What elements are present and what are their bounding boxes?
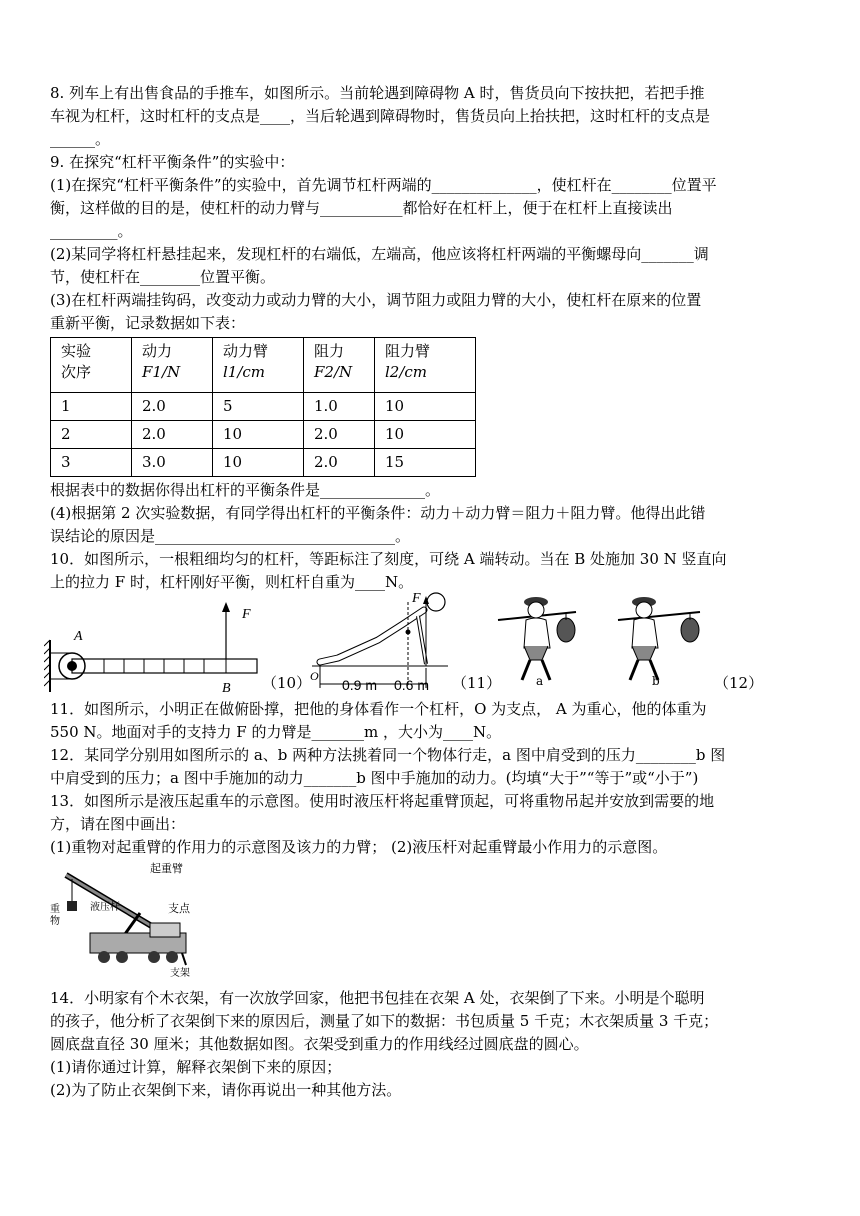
q13-line1: 13．如图所示是液压起重车的示意图。使用时液压杆将起重臂顶起，可将重物吊起并安放到需要的地 (50, 792, 715, 810)
table-cell: 3.0 (132, 449, 213, 477)
carry-label-a: a (536, 674, 544, 688)
caption-fig10: （10） (262, 674, 312, 692)
crane-label-pivot: 支点 (168, 904, 190, 916)
q9-p1b: 衡，这样做的目的是，使杠杆的动力臂与___________都恰好在杠杆上，便于在杠杆上直接读出 (50, 199, 673, 217)
carry-label-b: b (652, 674, 660, 688)
table-cell: 1 (51, 393, 132, 421)
table-header-cell: 动力 F1/N (132, 338, 213, 393)
dimension-0-6m: 0.6 m (394, 677, 430, 693)
q9-p3b: 重新平衡，记录数据如下表： (50, 314, 246, 332)
pushup-label-o: O (310, 669, 319, 683)
table-cell: 10 (213, 449, 304, 477)
pushup-figure (308, 588, 458, 696)
q8-line2: 车视为杠杆，这时杠杆的支点是____，当后轮遇到障碍物时，售货员向上抬扶把，这时杠杆的支点是 (50, 107, 711, 125)
q12-line1: 12．某同学分别用如图所示的 a、b 两种方法挑着同一个物体行走，a 图中肩受到的压力________b 图 (50, 746, 726, 764)
q9-p4b: 误结论的原因是________________________________。 (50, 527, 411, 545)
figures-row (50, 591, 810, 696)
crane-label-arm: 起重臂 (150, 864, 183, 876)
caption-fig12: （12） (714, 674, 764, 692)
table-cell: 10 (375, 421, 476, 449)
q9-after-table: 根据表中的数据你得出杠杆的平衡条件是______________。 (50, 481, 441, 499)
table-header-cell: 阻力 F2/N (304, 338, 375, 393)
q14-line5: (2)为了防止衣架倒下来，请你再说出一种其他方法。 (50, 1081, 402, 1099)
table-cell: 10 (213, 421, 304, 449)
crane-label-support: 支架 (170, 969, 190, 980)
table-row (51, 393, 476, 421)
table-cell: 2.0 (304, 449, 375, 477)
q9-p2a: (2)某同学将杠杆悬挂起来，发现杠杆的右端低，左端高，他应该将杠杆两端的平衡螺母向_______调 (50, 245, 709, 263)
table-cell: 2.0 (132, 393, 213, 421)
table-cell: 2.0 (304, 421, 375, 449)
table-header-cell: 阻力臂 l2/cm (375, 338, 476, 393)
q10-line1: 10．如图所示，一根粗细均匀的杠杆，等距标注了刻度，可绕 A 端转动。当在 B 处施加 30 N 竖直向 (50, 550, 727, 568)
lever-label-b: B (222, 681, 231, 696)
table-cell: 5 (213, 393, 304, 421)
q9-p1c: _________。 (50, 222, 133, 240)
table-cell: 2 (51, 421, 132, 449)
q8-line3: ______。 (50, 130, 111, 148)
q9-p1a: (1)在探究“杠杆平衡条件”的实验中，首先调节杠杆两端的______________，使杠杆在________位置平 (50, 176, 717, 194)
table-cell: 1.0 (304, 393, 375, 421)
q11-line2: 550 N。地面对手的支持力 F 的力臂是_______m ，大小为____N。 (50, 723, 502, 741)
q9-p3a: (3)在杠杆两端挂钩码，改变动力或动力臂的大小，调节阻力或阻力臂的大小，使杠杆在原来的位置 (50, 291, 702, 309)
lever-label-a: A (74, 629, 83, 644)
q9-title: 9. 在探究“杠杆平衡条件”的实验中： (50, 153, 295, 171)
table-cell: 3 (51, 449, 132, 477)
worksheet (50, 82, 810, 1102)
lever-label-f: F (242, 607, 251, 622)
table-cell: 2.0 (132, 421, 213, 449)
crane-label-weight: 重物 (50, 905, 60, 928)
table-row (51, 449, 476, 477)
data-table (50, 337, 476, 477)
q14-line1: 14．小明家有个木衣架，有一次放学回家，他把书包挂在衣架 A 处，衣架倒了下来。小明是个聪明 (50, 989, 705, 1007)
q11-line1: 11．如图所示，小明正在做俯卧撑，把他的身体看作一个杠杆，O 为支点， A 为重心，他的体重为 (50, 700, 707, 718)
q14-line4: (1)请你通过计算，解释衣架倒下来的原因； (50, 1058, 342, 1076)
lever-figure (44, 596, 264, 696)
q13-line2: 方，请在图中画出： (50, 815, 186, 833)
table-header-cell: 实验 次序 (51, 338, 132, 393)
q14-line2: 的孩子，他分析了衣架倒下来的原因后，测量了如下的数据：书包质量 5 千克；木衣架质量 3 千克； (50, 1012, 719, 1030)
q9-p2b: 节，使杠杆在________位置平衡。 (50, 268, 276, 286)
pushup-label-f: F (412, 591, 421, 606)
crane-figure (50, 861, 810, 985)
table-row (51, 421, 476, 449)
table-header-row (51, 338, 476, 393)
q14-line3: 圆底盘直径 30 厘米；其他数据如图。衣架受到重力的作用线经过圆底盘的圆心。 (50, 1035, 589, 1053)
q12-line2: 中肩受到的压力；a 图中手施加的动力_______b 图中手施加的动力。(均填“大于”“等于”或“小于”) (50, 769, 699, 787)
table-cell: 10 (375, 393, 476, 421)
q8-line1: 8. 列车上有出售食品的手推车，如图所示。当前轮遇到障碍物 A 时，售货员向下按扶把，若把手推 (50, 84, 705, 102)
q13-line3: (1)重物对起重臂的作用力的示意图及该力的力臂； (2)液压杆对起重臂最小作用力的示意图。 (50, 838, 668, 856)
table-cell: 15 (375, 449, 476, 477)
crane-label-rod: 液压杆 (90, 903, 120, 914)
q9-p4a: (4)根据第 2 次实验数据，有同学得出杠杆的平衡条件：动力＋动力臂＝阻力＋阻力臂。他得出此错 (50, 504, 706, 522)
q10-line2: 上的拉力 F 时，杠杆刚好平衡，则杠杆自重为____N。 (50, 573, 414, 591)
caption-fig11: （11） (452, 674, 502, 692)
dimension-0-9m: 0.9 m (342, 677, 378, 693)
table-header-cell: 动力臂 l1/cm (213, 338, 304, 393)
